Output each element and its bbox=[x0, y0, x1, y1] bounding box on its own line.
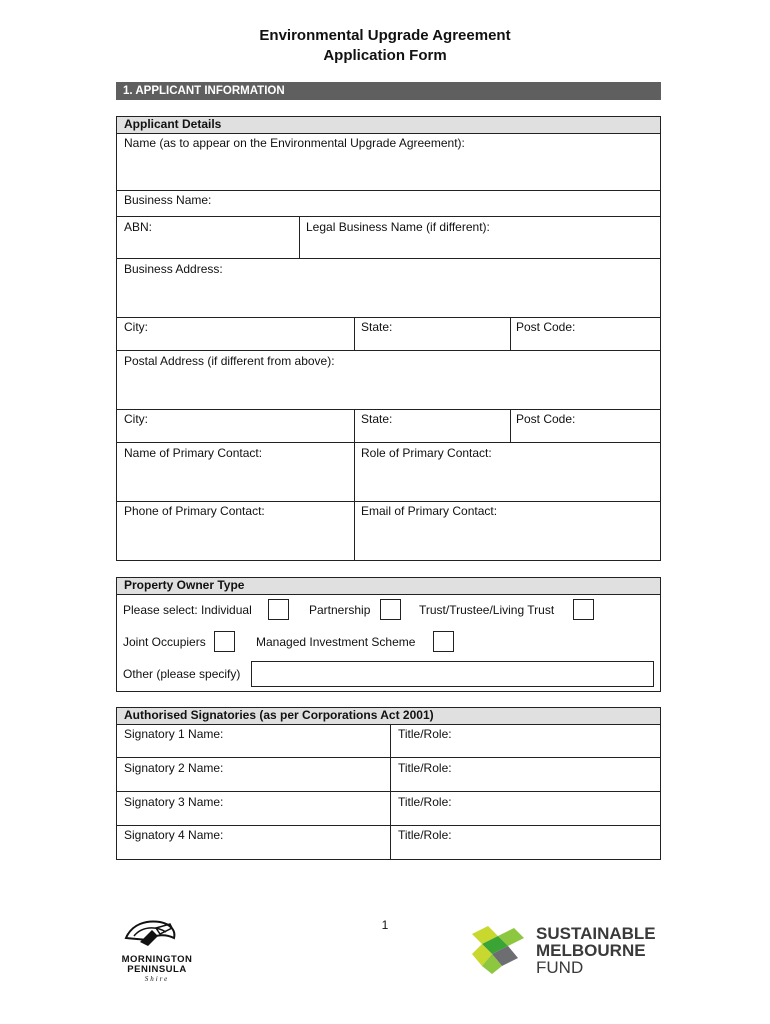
divider bbox=[116, 409, 661, 410]
divider bbox=[116, 757, 661, 758]
page-subtitle: Application Form bbox=[323, 47, 447, 64]
property-owner-type-header: Property Owner Type bbox=[117, 578, 660, 595]
page-number: 1 bbox=[381, 918, 389, 932]
divider bbox=[116, 825, 661, 826]
trust-label: Trust/Trustee/Living Trust bbox=[419, 603, 555, 617]
logo-text-shire: Shire bbox=[144, 975, 170, 983]
sustainable-melbourne-fund-emblem bbox=[468, 924, 528, 976]
postal-address-label: Postal Address (if different from above): bbox=[124, 354, 335, 368]
other-specify-input[interactable] bbox=[251, 661, 654, 687]
individual-checkbox[interactable] bbox=[268, 599, 289, 620]
state-label: State: bbox=[361, 320, 393, 334]
divider bbox=[116, 442, 661, 443]
divider bbox=[299, 216, 300, 258]
joint-occupiers-checkbox[interactable] bbox=[214, 631, 235, 652]
trust-checkbox[interactable] bbox=[573, 599, 594, 620]
section-header-applicant-information: 1. APPLICANT INFORMATION bbox=[116, 82, 661, 100]
signatory-1-title-label: Title/Role: bbox=[398, 727, 452, 741]
legal-business-name-label: Legal Business Name (if different): bbox=[306, 220, 490, 234]
divider bbox=[116, 190, 661, 191]
divider bbox=[354, 442, 355, 561]
divider bbox=[390, 724, 391, 860]
divider bbox=[116, 317, 661, 318]
divider bbox=[354, 409, 355, 442]
mornington-peninsula-logo bbox=[112, 916, 202, 982]
city-label: City: bbox=[124, 320, 148, 334]
divider bbox=[116, 791, 661, 792]
logo-text-melbourne: MELBOURNE bbox=[536, 941, 646, 960]
applicant-details-box bbox=[116, 116, 661, 561]
postcode-label: Post Code: bbox=[516, 320, 576, 334]
divider bbox=[116, 216, 661, 217]
divider bbox=[510, 317, 511, 350]
signatory-4-name-label: Signatory 4 Name: bbox=[124, 828, 224, 842]
contact-name-label: Name of Primary Contact: bbox=[124, 446, 263, 460]
logo-text-fund: FUND bbox=[536, 958, 584, 977]
divider bbox=[510, 409, 511, 442]
managed-investment-label: Managed Investment Scheme bbox=[256, 635, 416, 649]
divider bbox=[116, 350, 661, 351]
signatories-header: Authorised Signatories (as per Corporations Act 2001) bbox=[117, 708, 660, 725]
signatory-4-title-label: Title/Role: bbox=[398, 828, 452, 842]
page-title: Environmental Upgrade Agreement bbox=[259, 27, 511, 44]
divider bbox=[116, 501, 661, 502]
partnership-label: Partnership bbox=[309, 603, 371, 617]
applicant-details-header: Applicant Details bbox=[117, 117, 660, 134]
signatory-3-title-label: Title/Role: bbox=[398, 795, 452, 809]
managed-investment-checkbox[interactable] bbox=[433, 631, 454, 652]
partnership-checkbox[interactable] bbox=[380, 599, 401, 620]
business-name-label: Business Name: bbox=[124, 193, 212, 207]
contact-role-label: Role of Primary Contact: bbox=[361, 446, 492, 460]
individual-label: Please select: Individual bbox=[123, 603, 252, 617]
contact-phone-label: Phone of Primary Contact: bbox=[124, 504, 265, 518]
abn-label: ABN: bbox=[124, 220, 153, 234]
postal-state-label: State: bbox=[361, 412, 393, 426]
signatory-2-name-label: Signatory 2 Name: bbox=[124, 761, 224, 775]
name-field-label: Name (as to appear on the Environmental Upgrade Agreement): bbox=[124, 136, 465, 150]
postal-city-label: City: bbox=[124, 412, 148, 426]
signatory-1-name-label: Signatory 1 Name: bbox=[124, 727, 224, 741]
signatory-3-name-label: Signatory 3 Name: bbox=[124, 795, 224, 809]
business-address-label: Business Address: bbox=[124, 262, 223, 276]
logo-text-mornington: MORNINGTON bbox=[121, 954, 193, 965]
signatory-2-title-label: Title/Role: bbox=[398, 761, 452, 775]
other-label: Other (please specify) bbox=[123, 667, 241, 681]
mornington-peninsula-emblem bbox=[112, 916, 202, 950]
logo-text-sustainable: SUSTAINABLE bbox=[536, 924, 656, 943]
joint-occupiers-label: Joint Occupiers bbox=[123, 635, 206, 649]
logo-text-peninsula: PENINSULA bbox=[127, 964, 187, 975]
divider bbox=[116, 258, 661, 259]
sustainable-melbourne-fund-logo bbox=[536, 925, 656, 976]
contact-email-label: Email of Primary Contact: bbox=[361, 504, 498, 518]
postal-postcode-label: Post Code: bbox=[516, 412, 576, 426]
divider bbox=[354, 317, 355, 350]
